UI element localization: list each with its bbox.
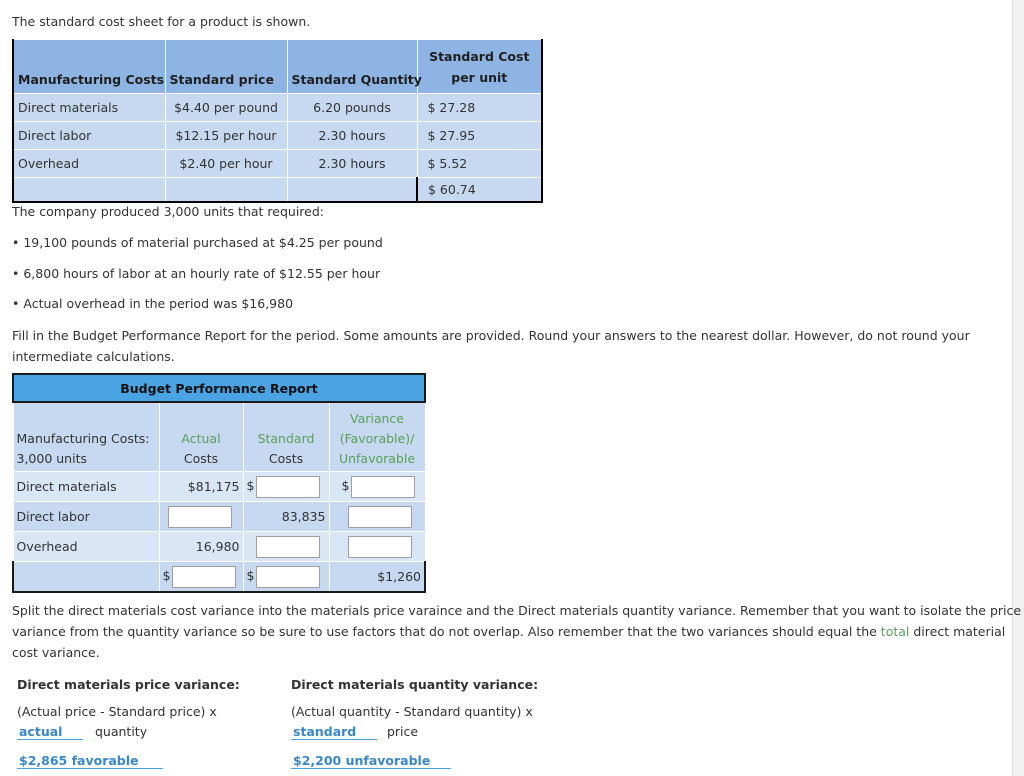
split-line2: variance from the quantity variance so be sure to use factors that do not overlap. Also remember that the two variances should equal the total direct material xyxy=(12,624,1006,639)
price-variance-heading: Direct materials price variance: xyxy=(17,677,240,692)
report-title: Budget Performance Report xyxy=(13,374,425,402)
price-variance-formula: (Actual price - Standard price) x xyxy=(17,704,217,719)
quantity-variance-select[interactable]: standard xyxy=(291,724,377,740)
intro-text: The standard cost sheet for a product is shown. xyxy=(12,14,311,29)
budget-performance-report xyxy=(12,373,426,593)
standard-input[interactable] xyxy=(256,476,320,498)
row-label: Direct materials xyxy=(13,472,159,502)
row-label: Direct labor xyxy=(13,122,165,150)
bullet-item: • Actual overhead in the period was $16,980 xyxy=(12,296,294,311)
row-cost: $ 5.52 xyxy=(417,150,542,178)
instructions-line1: Fill in the Budget Performance Report for the period. Some amounts are provided. Round your answers to the nearest dollar. However, do not round your xyxy=(12,328,970,343)
quantity-variance-formula: (Actual quantity - Standard quantity) x xyxy=(291,704,533,719)
total-variance: $1,260 xyxy=(329,562,425,593)
header-standard-price: Standard price xyxy=(165,40,287,94)
row-price: $4.40 per pound xyxy=(165,94,287,122)
row-quantity: 2.30 hours xyxy=(287,150,417,178)
table-row xyxy=(13,94,542,122)
col-actual-costs: Actual Costs xyxy=(159,402,243,472)
row-label: Overhead xyxy=(13,532,159,562)
quantity-variance-answer[interactable]: $2,200 unfavorable xyxy=(291,753,451,769)
header-standard-cost xyxy=(417,40,542,94)
variance-input[interactable] xyxy=(348,536,412,558)
row-standard: 83,835 xyxy=(243,502,329,532)
header-standard-quantity: Standard Quantity xyxy=(287,40,417,94)
split-line1: Split the direct materials cost variance into the materials price varaince and the Direct materials quantity variance. Remember that you want to isolate the price xyxy=(12,603,1022,618)
col-standard-costs: Standard Costs xyxy=(243,402,329,472)
price-variance-factor: actual quantity xyxy=(19,724,148,739)
actual-input[interactable] xyxy=(168,506,232,528)
header-manufacturing-costs: Manufacturing Costs xyxy=(13,40,165,94)
col-variance: Variance (Favorable)/ Unfavorable xyxy=(329,402,425,472)
standard-cost-sheet-table xyxy=(12,39,543,203)
variance-input[interactable] xyxy=(348,506,412,528)
table-row xyxy=(13,150,542,178)
price-variance-select[interactable]: actual xyxy=(17,724,83,740)
header-standard-cost-line2: per unit xyxy=(451,69,508,85)
row-quantity: 2.30 hours xyxy=(287,122,417,150)
table-row xyxy=(13,532,425,562)
row-price: $2.40 per hour xyxy=(165,150,287,178)
table-row xyxy=(13,122,542,150)
table-row: Direct materials $81,175 $ $ xyxy=(13,472,425,502)
instructions-line2: intermediate calculations. xyxy=(12,349,175,364)
row-quantity: 6.20 pounds xyxy=(287,94,417,122)
header-standard-cost-line1: Standard Cost xyxy=(429,48,530,64)
row-price: $12.15 per hour xyxy=(165,122,287,150)
quantity-variance-heading: Direct materials quantity variance: xyxy=(291,677,539,692)
table-row xyxy=(13,502,425,532)
row-label: Direct materials xyxy=(13,94,165,122)
row-label: Overhead xyxy=(13,150,165,178)
vertical-scrollbar[interactable] xyxy=(1012,0,1024,776)
bullet-item: • 19,100 pounds of material purchased at $4.25 per pound xyxy=(12,235,383,250)
col-manufacturing: Manufacturing Costs: 3,000 units xyxy=(13,402,159,472)
actual-total-input[interactable] xyxy=(172,566,236,588)
row-cost: $ 27.28 xyxy=(417,94,542,122)
standard-input[interactable] xyxy=(256,536,320,558)
production-lead: The company produced 3,000 units that required: xyxy=(12,204,324,219)
standard-total-input[interactable] xyxy=(256,566,320,588)
total-row: $ $ $1,260 xyxy=(13,562,425,593)
variance-input[interactable] xyxy=(351,476,415,498)
bullet-item: • 6,800 hours of labor at an hourly rate of $12.55 per hour xyxy=(12,266,381,281)
row-cost: $ 27.95 xyxy=(417,122,542,150)
total-cost: $ 60.74 xyxy=(417,178,542,203)
split-line3: cost variance. xyxy=(12,645,100,660)
row-actual: 16,980 xyxy=(159,532,243,562)
row-actual: $81,175 xyxy=(159,472,243,502)
price-variance-answer[interactable]: $2,865 favorable xyxy=(17,753,163,769)
row-label: Direct labor xyxy=(13,502,159,532)
quantity-variance-factor: standard price xyxy=(293,724,419,739)
total-row xyxy=(13,178,542,203)
